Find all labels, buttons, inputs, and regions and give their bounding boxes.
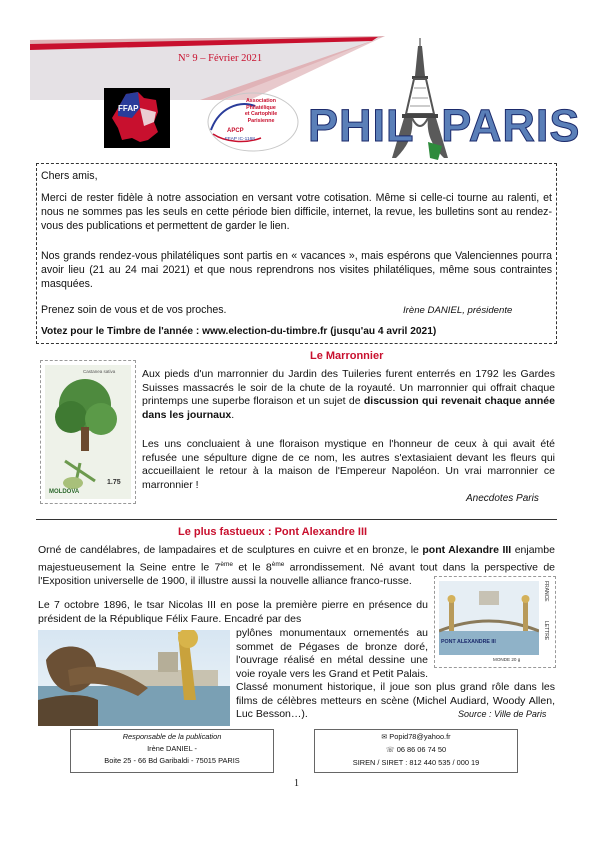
stamp-side-label: LETTRE xyxy=(543,621,549,641)
publication-responsible-name: Irène DANIEL - xyxy=(147,744,197,753)
intro-closing: Prenez soin de vous et de vos proches. xyxy=(41,304,227,316)
marronnier-paragraph: Les uns concluaient à une floraison mystique en l'honneur de ceux à qui avait été refusée une sépulture digne de ce nom, les autres s'extasiaient devant les fleurs qui accueillaient le retour à la maison de l'Empereur Napoléon. Un vrai marronnier ce marronnier ! xyxy=(142,438,555,491)
marronnier-text: Aux pieds d'un marronnier du Jardin des Tuileries furent enterrés en 1792 les Gardes Suisses massacrés le soir de la chute de la royauté. Un marronnier qui offrait chaque printemps une superbe floraison et un sujet de xyxy=(142,368,555,408)
issue-number: N° 9 – Février 2021 xyxy=(178,53,263,64)
pont-paragraph: Le 7 octobre 1896, le tsar Nicolas III en pose la première pierre en présence du président de la République Félix Faure. Encadré par des xyxy=(38,599,428,625)
association-logo xyxy=(205,90,299,152)
page-number: 1 xyxy=(294,778,299,789)
intro-greeting: Chers amis, xyxy=(41,170,98,182)
contact-email-row xyxy=(315,731,517,744)
pont-text: et le 8 xyxy=(233,561,272,574)
magazine-title-text: PHIL PARIS xyxy=(308,100,581,151)
stamp-label: Castanea sativa xyxy=(83,369,116,374)
section-title-pont: Le plus fastueux : Pont Alexandre III xyxy=(178,526,368,538)
pont-text: arrondissement. Né avant tout dans la perspective de l'Exposition universelle de 1900, il illustre aussi la nouvelle alliance franco-russe. xyxy=(38,561,555,587)
stamp-caption: PONT ALEXANDRE III xyxy=(441,639,496,645)
france-map-icon xyxy=(104,88,170,148)
association-logo-line: et Cartophile xyxy=(244,111,278,118)
magazine-title xyxy=(308,38,581,160)
marronnier-emphasis: discussion qui revenait chaque année dans les journaux xyxy=(142,395,555,421)
contact-phone: 06 86 06 74 50 xyxy=(396,745,447,754)
marronnier-text: . xyxy=(231,408,235,421)
association-logo-line: Association xyxy=(245,98,277,104)
moldova-stamp xyxy=(40,360,136,504)
stamp-value: 1.75 xyxy=(107,479,121,486)
siren-number: SIREN / SIRET : 812 440 535 / 000 19 xyxy=(352,758,480,767)
pont-paragraph: Classé monument historique, il joue son plus grand rôle dans les films de célèbres metteurs en scène (Michel Audiard, Woody Allen, Luc Besson…). xyxy=(236,681,555,721)
pont-alexandre-stamp xyxy=(434,576,556,668)
contact-info xyxy=(314,729,518,773)
pont-alexandre-photo xyxy=(38,630,230,726)
association-federation-code: FFAP IC-1168 xyxy=(225,137,255,142)
stamp-side-label: FRANCE xyxy=(543,581,549,602)
publication-address: Boite 25 - 66 Bd Garibaldi - 75015 PARIS xyxy=(104,756,240,765)
section-title-marronnier: Le Marronnier xyxy=(310,350,384,362)
contact-phone-row xyxy=(315,744,517,757)
association-logo-line: Philatélique xyxy=(246,104,276,111)
pont-text: enjambe majestueusement la Seine entre le 7 xyxy=(38,544,555,574)
stamp-bottom-text: MONDE 20 g xyxy=(493,657,521,662)
pont-superscript: ème xyxy=(220,560,234,568)
marronnier-paragraph xyxy=(142,368,555,422)
publication-info xyxy=(70,729,274,773)
marronnier-source: Anecdotes Paris xyxy=(466,493,539,504)
ffap-logo-text: FFAP xyxy=(118,104,139,113)
pont-emphasis: pont Alexandre III xyxy=(422,544,512,556)
stamp-country: MOLDOVA xyxy=(49,489,80,495)
contact-email[interactable]: Popid78@yahoo.fr xyxy=(389,732,451,741)
intro-paragraph: Merci de rester fidèle à notre association en versant votre cotisation. Même si celle-ci tourne au ralenti, et nous ne sommes pas les seuls en cette période bien difficile, internet, la revue, les bulletins sont au rendez-vous des publications et permettent de garder le lien. xyxy=(41,192,552,232)
section-divider xyxy=(36,519,557,520)
pont-paragraph: pylônes monumentaux ornementés au sommet de Pégases de bronze doré, l'ouvrage réalisé en métal dessine une voie royale vers les Grand et Petit Palais. xyxy=(236,627,429,680)
intro-signature: Irène DANIEL, présidente xyxy=(403,305,513,316)
publication-responsible-title: Responsable de la publication xyxy=(122,732,222,741)
vote-link[interactable]: Votez pour le Timbre de l'année : www.election-du-timbre.fr (jusqu'au 4 avril 2021) xyxy=(41,326,437,337)
pont-text: Orné de candélabres, de lampadaires et de sculptures en cuivre et en bronze, le xyxy=(38,544,423,556)
pont-superscript: ème xyxy=(271,560,285,568)
intro-paragraph: Nos grands rendez-vous philatéliques sont partis en « vacances », mais espérons que Valenciennes pourra avoir lieu (21 au 24 mai 2021) et que nous reprendrons nos visites philatéliques, même sous contraintes masquées. xyxy=(41,250,552,290)
statue-photo xyxy=(38,630,230,726)
ffap-logo xyxy=(104,88,170,148)
intro-box xyxy=(36,163,557,344)
phone-icon: ☏ xyxy=(385,747,395,754)
pont-source: Source : Ville de Paris xyxy=(458,709,547,719)
association-code: APCP xyxy=(227,128,244,134)
association-logo-line: Parisienne xyxy=(247,117,275,124)
email-icon: ✉ xyxy=(381,734,388,741)
